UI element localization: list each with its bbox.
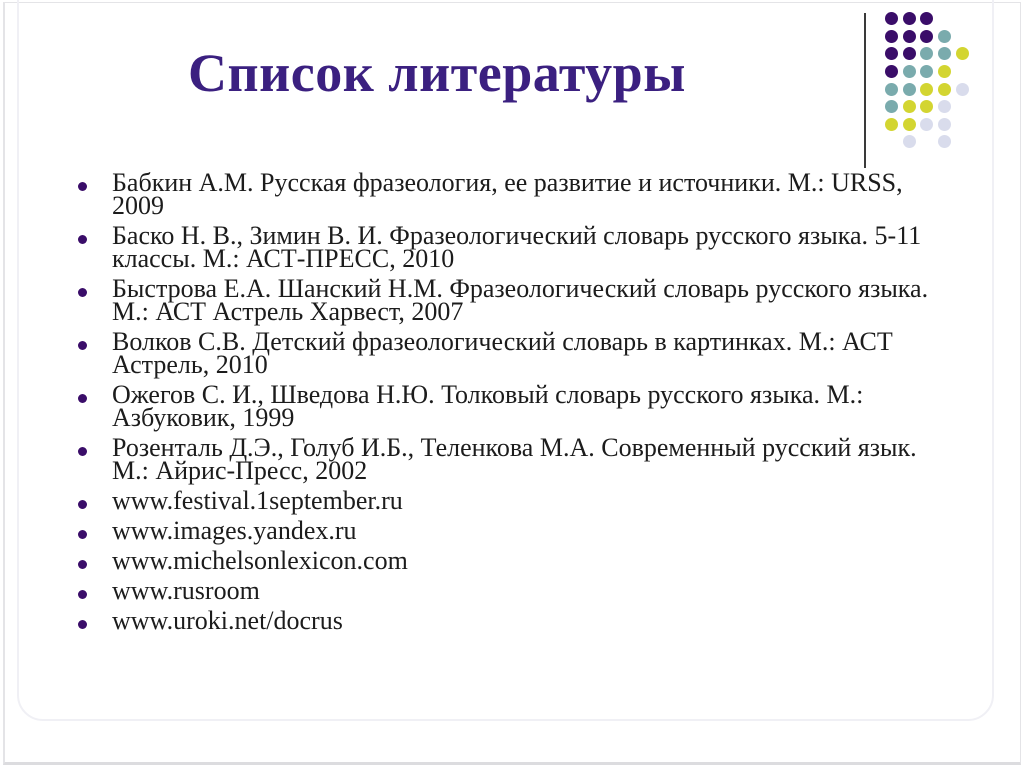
decor-dot-cell [953, 28, 971, 46]
reference-text: Розенталь Д.Э., Голуб И.Б., Теленкова М.А. Современный русский язык. М.: Айрис-Пресс, 2002 [112, 433, 917, 485]
bullet-icon [78, 590, 87, 599]
decor-dot [903, 12, 916, 25]
decor-dot [920, 12, 933, 25]
bullet-icon [78, 235, 87, 244]
decor-dot-cell [918, 133, 936, 151]
bullet-icon [78, 560, 87, 569]
decor-dot-cell [918, 80, 936, 98]
reference-text: Бабкин А.М. Русская фразеология, ее развитие и источники. М.: URSS, 2009 [112, 168, 903, 220]
decor-dot [938, 100, 951, 113]
decor-dot-cell [953, 10, 971, 28]
decor-dot-cell [883, 45, 901, 63]
decor-dot-cell [953, 63, 971, 81]
decor-dot [938, 47, 951, 60]
decor-dot-cell [901, 116, 919, 134]
decor-dot [956, 83, 969, 96]
decor-dot [938, 65, 951, 78]
decor-dot-cell [901, 80, 919, 98]
reference-link[interactable]: www.michelsonlexicon.com [112, 546, 408, 575]
reference-text: Баско Н. В., Зимин В. И. Фразеологический словарь русского языка. 5-11 классы. М.: АСТ-ПРЕСС, 2010 [112, 221, 922, 273]
decor-dot [956, 47, 969, 60]
decor-dot-cell [901, 98, 919, 116]
decor-dot-cell [936, 63, 954, 81]
decor-dot-cell [901, 10, 919, 28]
reference-text: Быстрова Е.А. Шанский Н.М. Фразеологический словарь русского языка. М.: АСТ Астрель Харвест, 2007 [112, 274, 929, 326]
reference-item [78, 576, 937, 605]
decor-dot-cell [883, 80, 901, 98]
decor-dot-cell [883, 116, 901, 134]
reference-item [78, 380, 937, 432]
decor-dot [885, 12, 898, 25]
decor-dot-cell [918, 45, 936, 63]
decor-dot-cell [883, 133, 901, 151]
decor-dot [903, 83, 916, 96]
decor-dot-cell [918, 28, 936, 46]
reference-item [78, 433, 937, 485]
decor-dot [920, 65, 933, 78]
bullet-icon [78, 341, 87, 350]
decor-dot [885, 100, 898, 113]
decor-dot-cell [901, 45, 919, 63]
reference-item [78, 274, 937, 326]
decor-vertical-line [864, 13, 866, 168]
decor-dot-cell [953, 116, 971, 134]
decor-dot [938, 135, 951, 148]
decor-dot [903, 135, 916, 148]
decor-dot [920, 100, 933, 113]
decor-dot-cell [901, 28, 919, 46]
reference-text: Ожегов С. И., Шведова Н.Ю. Толковый словарь русского языка. М.: Азбуковик, 1999 [112, 380, 864, 432]
decor-dot [903, 100, 916, 113]
reference-item [78, 327, 937, 379]
decor-dot [938, 83, 951, 96]
decor-dot [938, 30, 951, 43]
reference-item [78, 221, 937, 273]
reference-item [78, 606, 937, 635]
decor-dot [885, 83, 898, 96]
decor-dot [903, 118, 916, 131]
decor-dot [903, 47, 916, 60]
reference-item [78, 168, 937, 220]
decor-dot-cell [901, 133, 919, 151]
reference-item [78, 516, 937, 545]
bullet-icon [78, 620, 87, 629]
decor-dot-cell [936, 28, 954, 46]
decor-dot [938, 118, 951, 131]
decor-dot-cell [936, 45, 954, 63]
decor-dot-cell [918, 98, 936, 116]
decor-dot-cell [936, 133, 954, 151]
decor-dot [885, 118, 898, 131]
decor-dot [920, 47, 933, 60]
slide-title: Список литературы [188, 43, 686, 103]
decor-dot-cell [918, 116, 936, 134]
decor-dot [903, 30, 916, 43]
bullet-icon [78, 530, 87, 539]
reference-item [78, 546, 937, 575]
decor-dot-cell [883, 98, 901, 116]
decor-dot-cell [953, 98, 971, 116]
decor-dot [920, 83, 933, 96]
decor-dot-cell [918, 63, 936, 81]
decor-dot-cell [883, 10, 901, 28]
decor-dot-cell [953, 80, 971, 98]
reference-link[interactable]: www.uroki.net/docrus [112, 606, 343, 635]
decor-dot-cell [953, 133, 971, 151]
reference-link[interactable]: www.festival.1september.ru [112, 486, 403, 515]
decor-dot [885, 47, 898, 60]
decor-dot-cell [936, 98, 954, 116]
bullet-icon [78, 182, 87, 191]
decor-dot [903, 65, 916, 78]
bullet-icon [78, 288, 87, 297]
decor-dot-cell [936, 116, 954, 134]
decor-dot [920, 118, 933, 131]
decor-dot-cell [936, 10, 954, 28]
decor-dot [920, 30, 933, 43]
reference-item [78, 486, 937, 515]
reference-list [78, 168, 937, 639]
decor-dot-cell [936, 80, 954, 98]
reference-link[interactable]: www.images.yandex.ru [112, 516, 357, 545]
decor-dot-cell [901, 63, 919, 81]
bullet-icon [78, 447, 87, 456]
decor-dot [885, 30, 898, 43]
reference-link[interactable]: www.rusroom [112, 576, 260, 605]
decor-dot-cell [883, 28, 901, 46]
decor-dot [885, 65, 898, 78]
decor-dot-cell [918, 10, 936, 28]
reference-text: Волков С.В. Детский фразеологический словарь в картинках. М.: АСТ Астрель, 2010 [112, 327, 893, 379]
decor-dot-cell [953, 45, 971, 63]
decor-dot-cell [883, 63, 901, 81]
bullet-icon [78, 394, 87, 403]
decor-dot-grid [883, 10, 971, 151]
bullet-icon [78, 500, 87, 509]
